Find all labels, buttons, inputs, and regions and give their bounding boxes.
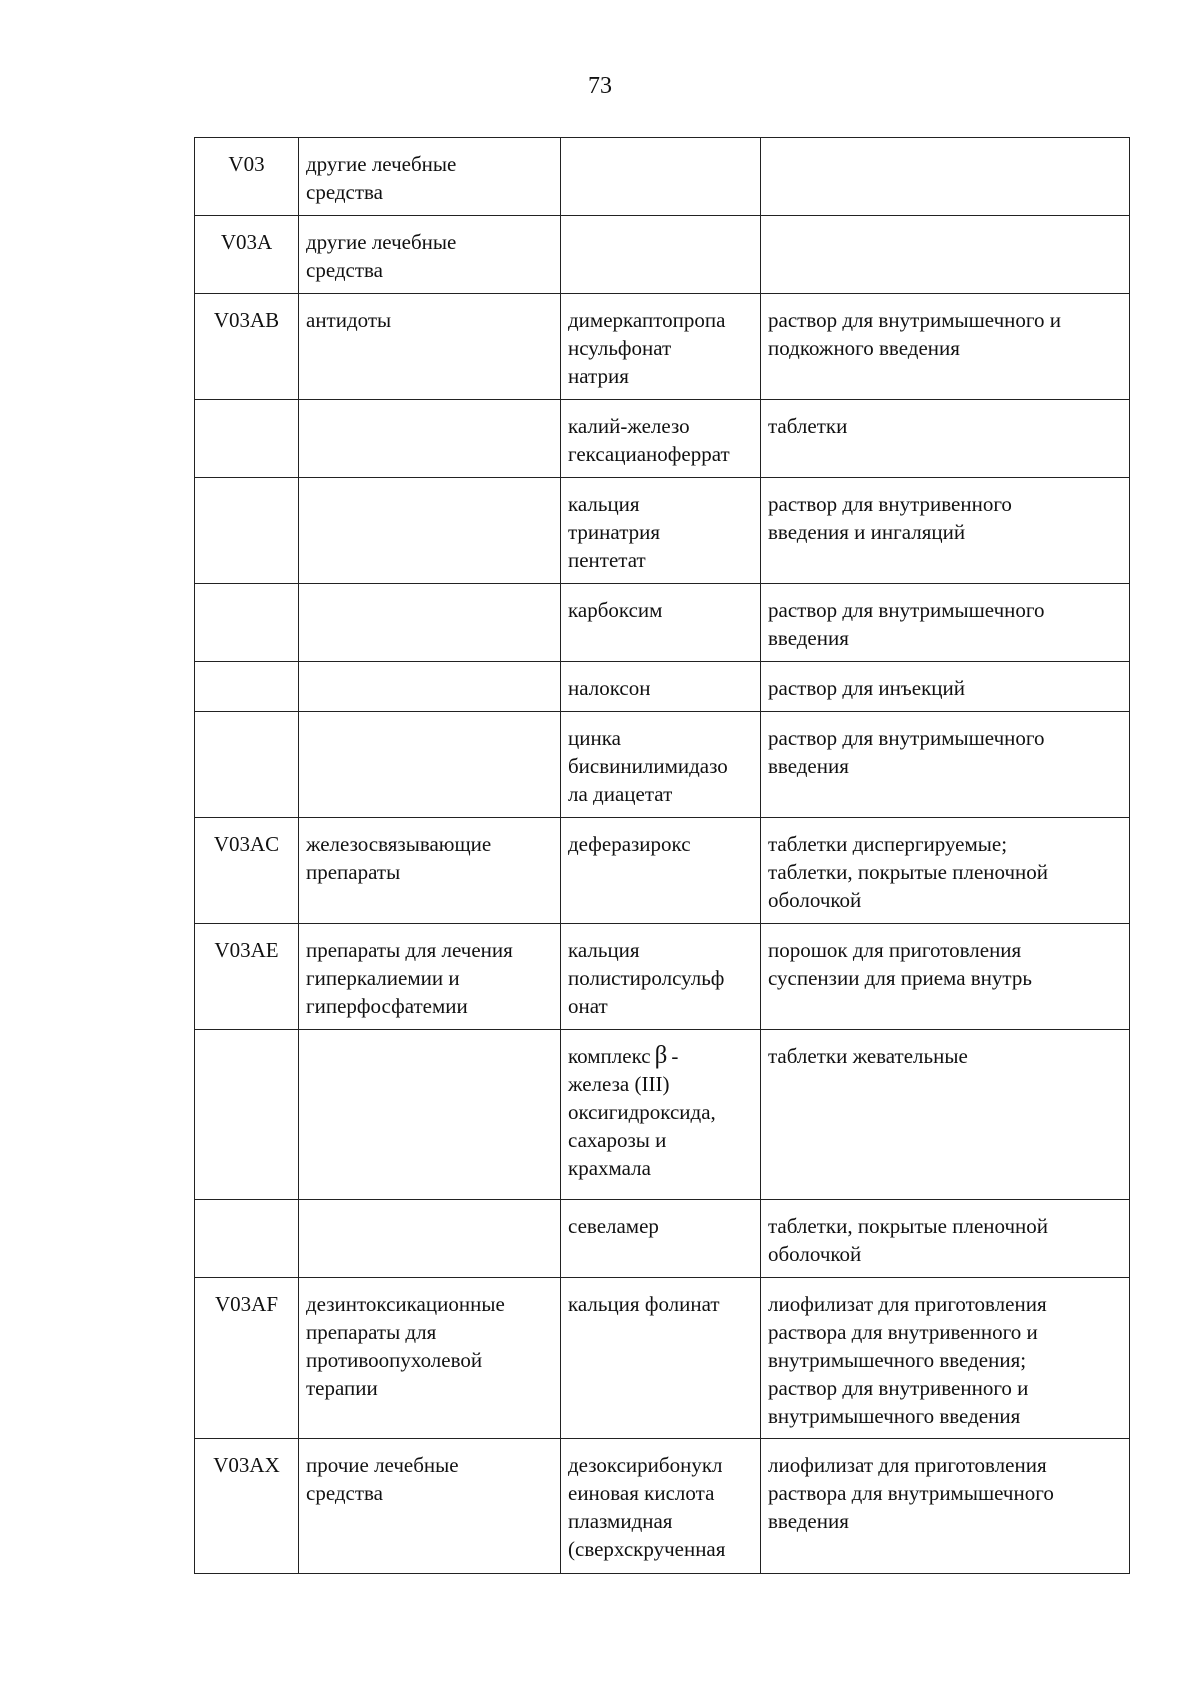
table-body (195, 138, 1130, 1574)
group-name-cell (299, 1030, 561, 1200)
group-name-cell (299, 478, 561, 584)
drug-name-cell (561, 1030, 761, 1200)
group-name-cell (299, 400, 561, 478)
group-name-cell-text: дезинтоксикационные препараты для противоопухолевой терапии (306, 1292, 505, 1400)
group-name-cell (299, 1439, 561, 1574)
dosage-form-cell (761, 1200, 1130, 1278)
group-name-cell-text: другие лечебные средства (306, 230, 457, 282)
atc-code-cell (195, 400, 299, 478)
dosage-form-cell-text: раствор для внутримышечного и подкожного введения (768, 308, 1061, 360)
dosage-form-cell (761, 1030, 1130, 1200)
atc-code-cell-text: V03AX (213, 1453, 280, 1477)
drug-name-cell-text: калий-железо гексацианоферрат (568, 414, 730, 466)
group-name-cell (299, 1200, 561, 1278)
drug-name-cell-text: карбоксим (568, 598, 663, 622)
dosage-form-cell (761, 478, 1130, 584)
dosage-form-cell (761, 1278, 1130, 1439)
table-row (195, 1439, 1130, 1574)
table-row (195, 138, 1130, 216)
dosage-form-cell-text: таблетки (768, 414, 848, 438)
dosage-form-cell (761, 712, 1130, 818)
table-row (195, 584, 1130, 662)
drug-name-cell (561, 1278, 761, 1439)
dosage-form-cell-text: таблетки жевательные (768, 1044, 968, 1068)
table-row (195, 1278, 1130, 1439)
dosage-form-cell (761, 216, 1130, 294)
dosage-form-cell-text: раствор для внутримышечного введения (768, 726, 1045, 778)
drug-name-cell (561, 1200, 761, 1278)
atc-code-cell-text: V03AE (214, 938, 279, 962)
dosage-form-cell (761, 584, 1130, 662)
drug-name-cell-text: кальция полистиролсульф онат (568, 938, 725, 1018)
drug-name-cell (561, 1439, 761, 1574)
drug-name-cell-text: цинка бисвинилимидазо ла диацетат (568, 726, 728, 806)
dosage-form-cell (761, 818, 1130, 924)
dosage-form-cell-text: лиофилизат для приготовления раствора для внутривенного и внутримышечного введения; раствор для внутривенного и внутримышечного введения (768, 1292, 1047, 1428)
drug-name-suffix: - железа (III) оксигидроксида, сахарозы и крахмала (568, 1044, 716, 1180)
group-name-cell (299, 138, 561, 216)
dosage-form-cell-text: таблетки диспергируемые; таблетки, покрытые пленочной оболочкой (768, 832, 1049, 912)
drug-name-cell (561, 478, 761, 584)
group-name-cell-text: прочие лечебные средства (306, 1453, 459, 1505)
table-row (195, 662, 1130, 712)
atc-code-cell-text: V03A (220, 230, 273, 254)
drug-name-cell (561, 400, 761, 478)
group-name-cell (299, 216, 561, 294)
atc-code-cell (195, 1200, 299, 1278)
drug-name-cell (561, 662, 761, 712)
drug-name-cell-text: деферазирокс (568, 832, 691, 856)
group-name-cell-text: железосвязывающие препараты (306, 832, 492, 884)
group-name-cell (299, 818, 561, 924)
atc-code-cell (195, 478, 299, 584)
group-name-cell (299, 924, 561, 1030)
drug-name-cell-text: налоксон (568, 676, 651, 700)
drug-name-prefix: комплекс (568, 1044, 651, 1068)
table-row (195, 478, 1130, 584)
atc-code-cell-text: V03AF (214, 1292, 278, 1316)
table-row (195, 400, 1130, 478)
drug-name-cell (561, 818, 761, 924)
group-name-cell (299, 294, 561, 400)
dosage-form-cell-text: раствор для инъекций (768, 676, 965, 700)
drug-name-cell-text: дезоксирибонукл еиновая кислота плазмидная (сверхскрученная (568, 1453, 726, 1561)
table-row (195, 294, 1130, 400)
dosage-form-cell-text: лиофилизат для приготовления раствора для внутримышечного введения (768, 1453, 1054, 1533)
drug-name-cell (561, 584, 761, 662)
atc-code-cell (195, 1030, 299, 1200)
atc-code-cell (195, 712, 299, 818)
atc-code-cell (195, 584, 299, 662)
table-row (195, 1200, 1130, 1278)
dosage-form-cell (761, 662, 1130, 712)
drug-name-cell-text: кальция фолинат (568, 1292, 720, 1316)
group-name-cell (299, 712, 561, 818)
atc-code-cell (195, 662, 299, 712)
drug-table (194, 137, 1130, 1574)
dosage-form-cell-text: раствор для внутримышечного введения (768, 598, 1045, 650)
dosage-form-cell (761, 294, 1130, 400)
drug-name-cell (561, 294, 761, 400)
table-row (195, 216, 1130, 294)
atc-code-cell (195, 1439, 299, 1574)
dosage-form-cell (761, 138, 1130, 216)
table-row (195, 924, 1130, 1030)
atc-code-cell (195, 138, 299, 216)
drug-name-cell (561, 138, 761, 216)
group-name-cell-text: препараты для лечения гиперкалиемии и гиперфосфатемии (306, 938, 513, 1018)
atc-code-cell-text: V03AC (213, 832, 280, 856)
group-name-cell (299, 1278, 561, 1439)
atc-code-cell (195, 1278, 299, 1439)
group-name-cell (299, 662, 561, 712)
atc-code-cell (195, 216, 299, 294)
dosage-form-cell (761, 1439, 1130, 1574)
dosage-form-cell-text: таблетки, покрытые пленочной оболочкой (768, 1214, 1049, 1266)
atc-code-cell (195, 818, 299, 924)
dosage-form-cell-text: раствор для внутривенного введения и ингаляций (768, 492, 1012, 544)
drug-name-cell (561, 924, 761, 1030)
atc-code-cell-text: V03AB (213, 308, 280, 332)
beta-symbol: β (654, 1042, 668, 1069)
drug-name-cell-text: севеламер (568, 1214, 659, 1238)
dosage-form-cell-text: порошок для приготовления суспензии для приема внутрь (768, 938, 1032, 990)
atc-code-cell-text: V03 (228, 152, 265, 176)
group-name-cell-text: другие лечебные средства (306, 152, 457, 204)
drug-name-cell-text: димеркаптопропа нсульфонат натрия (568, 308, 726, 388)
atc-code-cell (195, 924, 299, 1030)
table-row (195, 712, 1130, 818)
dosage-form-cell (761, 400, 1130, 478)
atc-code-cell (195, 294, 299, 400)
group-name-cell-text: антидоты (306, 308, 392, 332)
drug-name-cell (561, 216, 761, 294)
page-number: 73 (588, 73, 612, 99)
drug-name-cell (561, 712, 761, 818)
drug-name-cell-text: кальция тринатрия пентетат (568, 492, 661, 572)
group-name-cell (299, 584, 561, 662)
table-row (195, 1030, 1130, 1200)
table-row (195, 818, 1130, 924)
dosage-form-cell (761, 924, 1130, 1030)
